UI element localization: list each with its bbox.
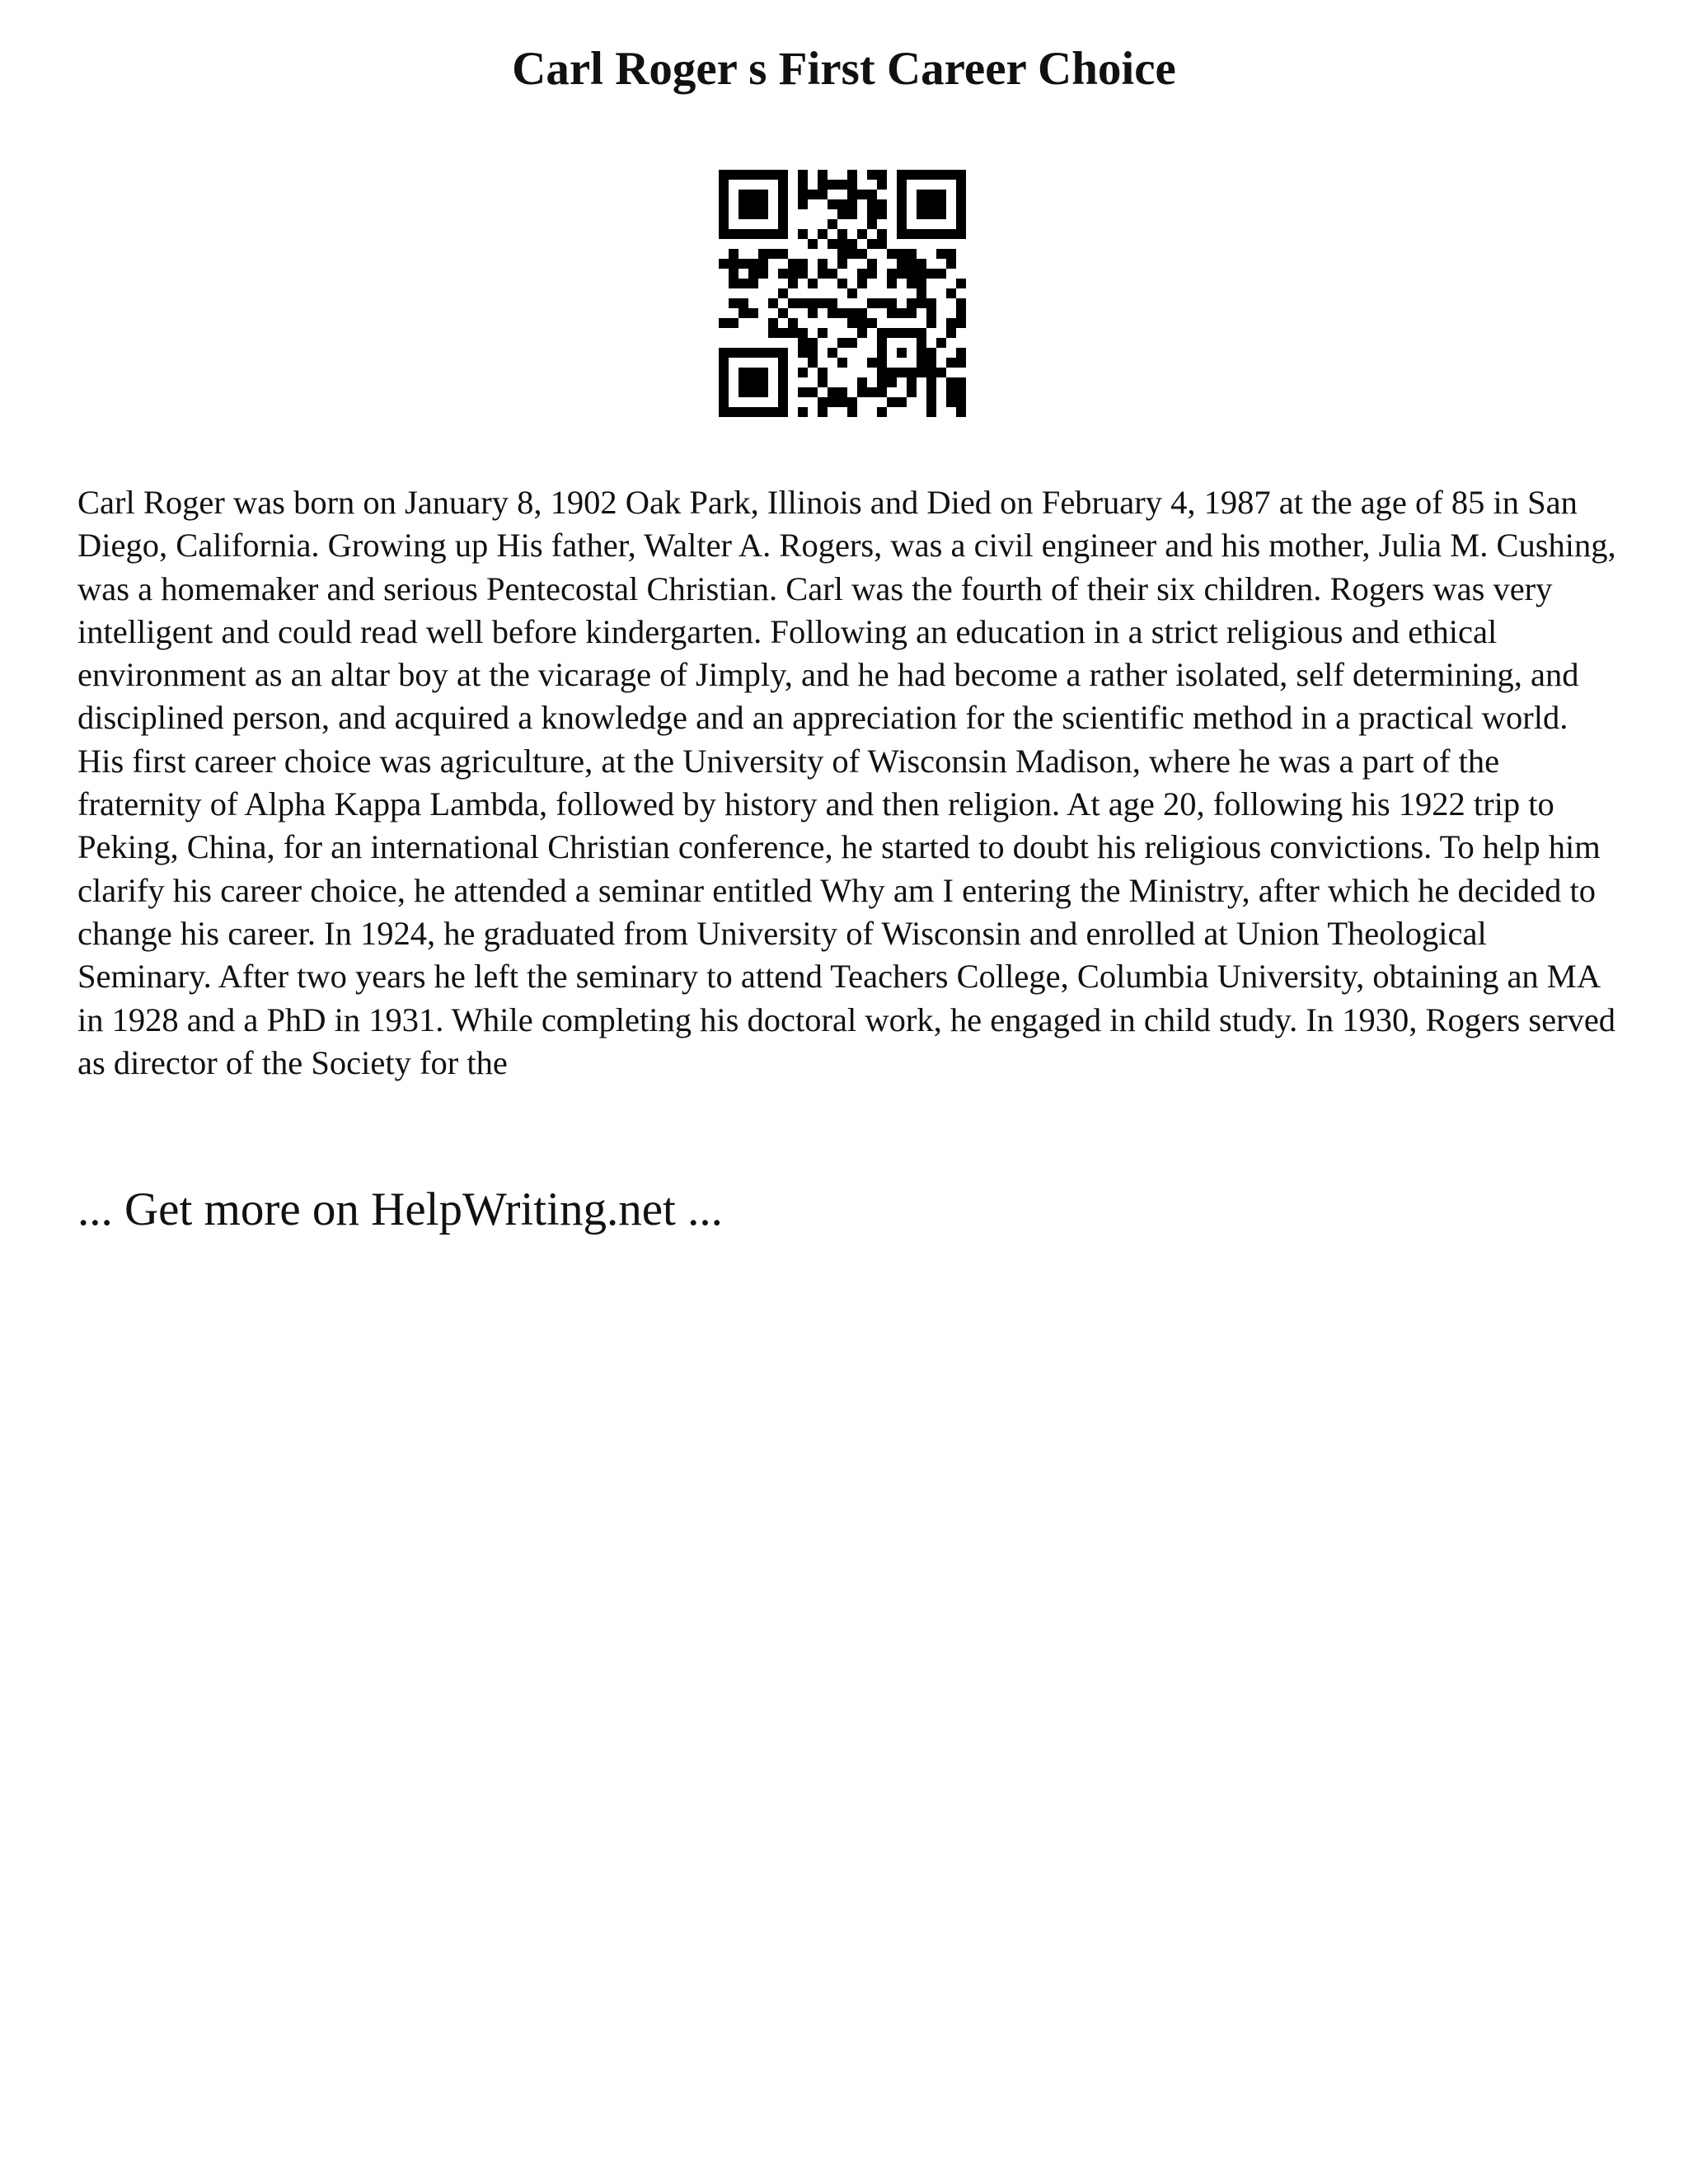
- page-title: Carl Roger s First Career Choice: [512, 43, 1176, 95]
- get-more-link[interactable]: ... Get more on HelpWriting.net ...: [77, 1183, 723, 1235]
- qr-code-icon: [719, 170, 966, 417]
- essay-body-text: Carl Roger was born on January 8, 1902 Oak Park, Illinois and Died on February 4, 1987 at the age of 85 in San Diego, California. Growing up His father, Walter A. Rogers, was a civil engineer and his mother, Julia M. Cushing, was a homemaker and serious Pentecostal Christian. Carl was the fourth of their six children. Rogers was very intelligent and could read well before kindergarten. Following an education in a strict religious and ethical environment as an altar boy at the vicarage of Jimply, and he had become a rather isolated, self determining, and disciplined person, and acquired a knowledge and an appreciation for the scientific method in a practical world. His first career choice was agriculture, at the University of Wisconsin Madison, where he was a part of the fraternity of Alpha Kappa Lambda, followed by history and then religion. At age 20, following his 1922 trip to Peking, China, for an international Christian conference, he started to doubt his religious convictions. To help him clarify his career choice, he attended a seminar entitled Why am I entering the Ministry, after which he decided to change his career. In 1924, he graduated from University of Wisconsin and enrolled at Union Theological Seminary. After two years he left the seminary to attend Teachers College, Columbia University, obtaining an MA in 1928 and a PhD in 1931. While completing his doctoral work, he engaged in child study. In 1930, Rogers served as director of the Society for the: [77, 484, 1616, 1081]
